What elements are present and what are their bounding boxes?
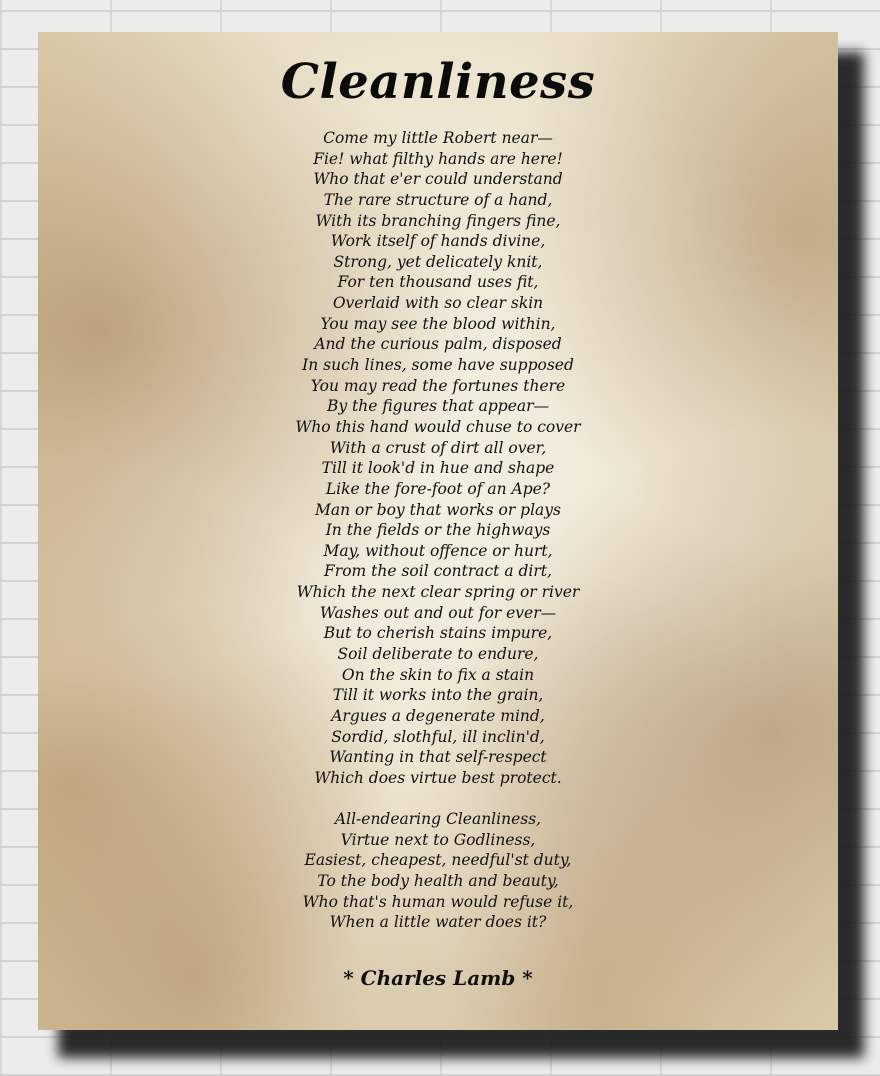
poem-line: With a crust of dirt all over, (329, 438, 547, 457)
poem-title: Cleanliness (280, 54, 596, 110)
poem-line: By the figures that appear— (326, 397, 550, 416)
poem-line: In the fields or the highways (325, 521, 551, 540)
poem-line: Like the fore-foot of an Ape? (325, 479, 551, 498)
poem-line: Easiest, cheapest, needful'st duty, (304, 851, 572, 870)
poem-line: On the skin to fix a stain (341, 665, 535, 684)
poem-body (38, 128, 838, 933)
poem-line: Wanting in that self-respect (329, 748, 547, 767)
poem-line: You may see the blood within, (320, 314, 556, 333)
poem-line: For ten thousand uses fit, (337, 273, 539, 292)
poem-line: From the soil contract a dirt, (324, 562, 552, 581)
poem-line: But to cherish stains impure, (323, 624, 553, 643)
poem-line: Till it works into the grain, (332, 686, 544, 705)
poem-line: When a little water does it? (329, 913, 547, 932)
poem-line: Man or boy that works or plays (314, 500, 562, 519)
poem-line: You may read the fortunes there (310, 376, 566, 395)
poem-line: Soil deliberate to endure, (337, 645, 539, 664)
poem-line: Who that e'er could understand (313, 170, 563, 189)
poem-line: Who that's human would refuse it, (302, 892, 574, 911)
poem-line: Strong, yet delicately knit, (333, 252, 543, 271)
poem-line: Work itself of hands divine, (330, 232, 546, 251)
stanza-2 (38, 809, 838, 933)
poem-line: Come my little Robert near— (323, 129, 553, 147)
stanza-gap (38, 789, 838, 810)
poem-line: Who this hand would chuse to cover (295, 417, 581, 436)
poem-line: To the body health and beauty, (317, 872, 559, 891)
poem-line: All-endearing Cleanliness, (334, 810, 542, 829)
poem-line: Argues a degenerate mind, (331, 706, 545, 725)
poem-line: With its branching fingers fine, (315, 211, 561, 230)
poem-line: Sordid, slothful, ill inclin'd, (331, 727, 545, 746)
poem-line: The rare structure of a hand, (323, 190, 553, 209)
poem-line: And the curious palm, disposed (314, 335, 562, 354)
poem-poster (38, 32, 838, 1030)
stanza-1 (38, 128, 838, 789)
poem-line: Till it look'd in hue and shape (321, 459, 555, 478)
poem-line: Fie! what filthy hands are here! (313, 149, 563, 168)
poem-line: In such lines, some have supposed (302, 356, 574, 375)
poem-line: Which does virtue best protect. (314, 768, 562, 787)
poem-line: Which the next clear spring or river (296, 583, 580, 602)
poem-line: May, without offence or hurt, (323, 541, 553, 560)
poem-author: * Charles Lamb * (343, 966, 533, 990)
poem-line: Overlaid with so clear skin (332, 294, 544, 313)
poem-line: Washes out and out for ever— (319, 603, 557, 622)
poem-line: Virtue next to Godliness, (340, 830, 536, 849)
